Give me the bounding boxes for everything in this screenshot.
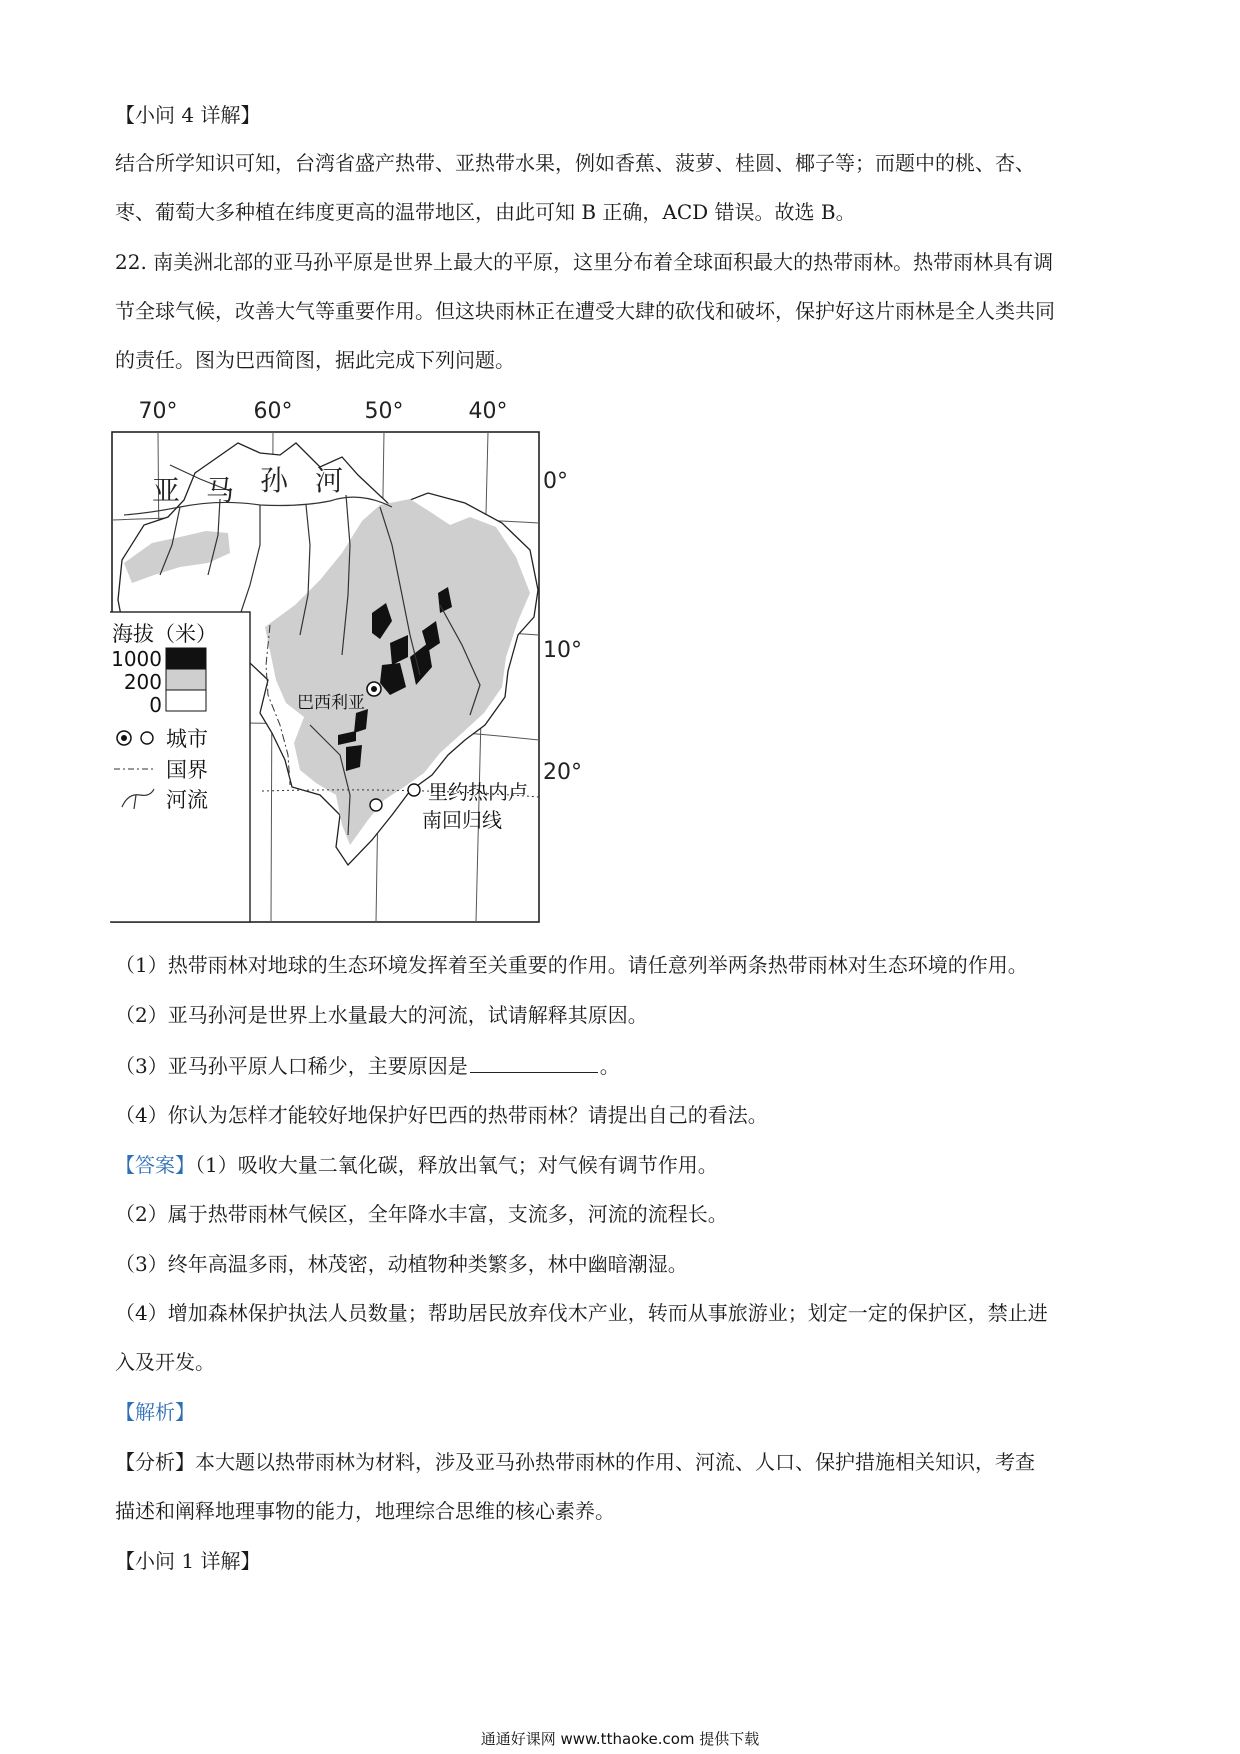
lon-label-70: 70° — [138, 399, 178, 424]
legend-border-label: 国界 — [166, 758, 208, 782]
tropic-label: 南回归线 — [422, 808, 502, 832]
legend-swatch-mid — [166, 669, 206, 690]
capital-city-marker — [367, 682, 381, 696]
question-22-line-2: 节全球气候，改善大气等重要作用。但这块雨林正在遭受大肆的砍伐和破坏，保护好这片雨林是全人类共同 — [115, 299, 1055, 323]
analysis-tag: 【解析】 — [115, 1400, 195, 1424]
city-label-brasilia: 巴西利亚 — [297, 693, 365, 713]
answer-tag: 【答案】 — [115, 1153, 195, 1177]
lat-label-0: 0° — [543, 469, 568, 494]
q4-detail-line-1: 结合所学知识可知，台湾省盛产热带、亚热带水果，例如香蕉、菠萝、桂圆、椰子等；而题中的桃、杏、 — [115, 151, 1035, 175]
q4-detail-line-2: 枣、葡萄大多种植在纬度更高的温带地区，由此可知 B 正确，ACD 错误。故选 B。 — [115, 200, 856, 224]
answer-2: （2）属于热带雨林气候区，全年降水丰富，支流多，河流的流程长。 — [115, 1202, 728, 1226]
analysis-line-1: 【分析】本大题以热带雨林为材料，涉及亚马孙热带雨林的作用、河流、人口、保护措施相关知识，考查 — [115, 1450, 1035, 1474]
q4-detail-heading: 【小问 4 详解】 — [115, 103, 261, 127]
question-22-line-1: 22. 南美洲北部的亚马孙平原是世界上最大的平原，这里分布着全球面积最大的热带雨林。热带雨林具有调 — [115, 250, 1054, 274]
lon-label-50: 50° — [364, 399, 404, 424]
legend-title: 海拔（米） — [112, 622, 217, 646]
river-label-char-2: 马 — [206, 474, 235, 507]
city-marker-rio — [408, 784, 420, 796]
legend-swatch-high — [166, 648, 206, 669]
answer-blank — [470, 1052, 598, 1073]
city-label-rio: 里约热内卢 — [428, 780, 528, 804]
map-legend — [110, 612, 250, 922]
answer-3: （3）终年高温多雨，林茂密，动植物种类繁多，林中幽暗潮湿。 — [115, 1252, 688, 1276]
question-1: （1）热带雨林对地球的生态环境发挥着至关重要的作用。请任意列举两条热带雨林对生态环境的作用。 — [115, 953, 1028, 977]
question-22-line-3: 的责任。图为巴西简图，据此完成下列问题。 — [115, 348, 515, 372]
lat-label-20: 20° — [543, 760, 582, 785]
river-label-char-3: 孙 — [260, 464, 289, 497]
page-footer: 通通好课网 www.tthaoke.com 提供下载 — [480, 1730, 760, 1748]
lat-label-10: 10° — [543, 638, 582, 663]
legend-city-label: 城市 — [166, 727, 208, 751]
answer-1-line — [115, 1152, 1135, 1178]
city-marker-sao-paulo — [370, 799, 382, 811]
legend-river-label: 河流 — [166, 788, 208, 812]
legend-value-200: 200 — [123, 670, 162, 694]
answer-1: （1）吸收大量二氧化碳，释放出氧气；对气候有调节作用。 — [195, 1153, 718, 1177]
legend-swatch-low — [166, 690, 206, 711]
lon-label-60: 60° — [253, 399, 293, 424]
question-4: （4）你认为怎样才能较好地保护好巴西的热带雨林？请提出自己的看法。 — [115, 1103, 768, 1127]
river-label-char-1: 亚 — [152, 474, 181, 507]
question-3-text: （3）亚马孙平原人口稀少，主要原因是 — [115, 1054, 468, 1078]
question-3-end: 。 — [599, 1054, 620, 1078]
question-3 — [115, 1052, 1135, 1079]
answer-4-line-1: （4）增加森林保护执法人员数量；帮助居民放弃伐木产业，转而从事旅游业；划定一定的保护区，禁止进 — [115, 1301, 1048, 1325]
lon-label-40: 40° — [468, 399, 508, 424]
q1-detail-heading: 【小问 1 详解】 — [115, 1549, 261, 1573]
legend-value-0: 0 — [149, 693, 162, 717]
legend-value-1000: 1000 — [111, 647, 162, 671]
question-2: （2）亚马孙河是世界上水量最大的河流，试请解释其原因。 — [115, 1003, 648, 1027]
answer-4-line-2: 入及开发。 — [115, 1350, 215, 1374]
analysis-line-2: 描述和阐释地理事物的能力，地理综合思维的核心素养。 — [115, 1499, 615, 1523]
river-label-char-4: 河 — [315, 464, 344, 497]
brazil-map-figure — [110, 395, 610, 935]
